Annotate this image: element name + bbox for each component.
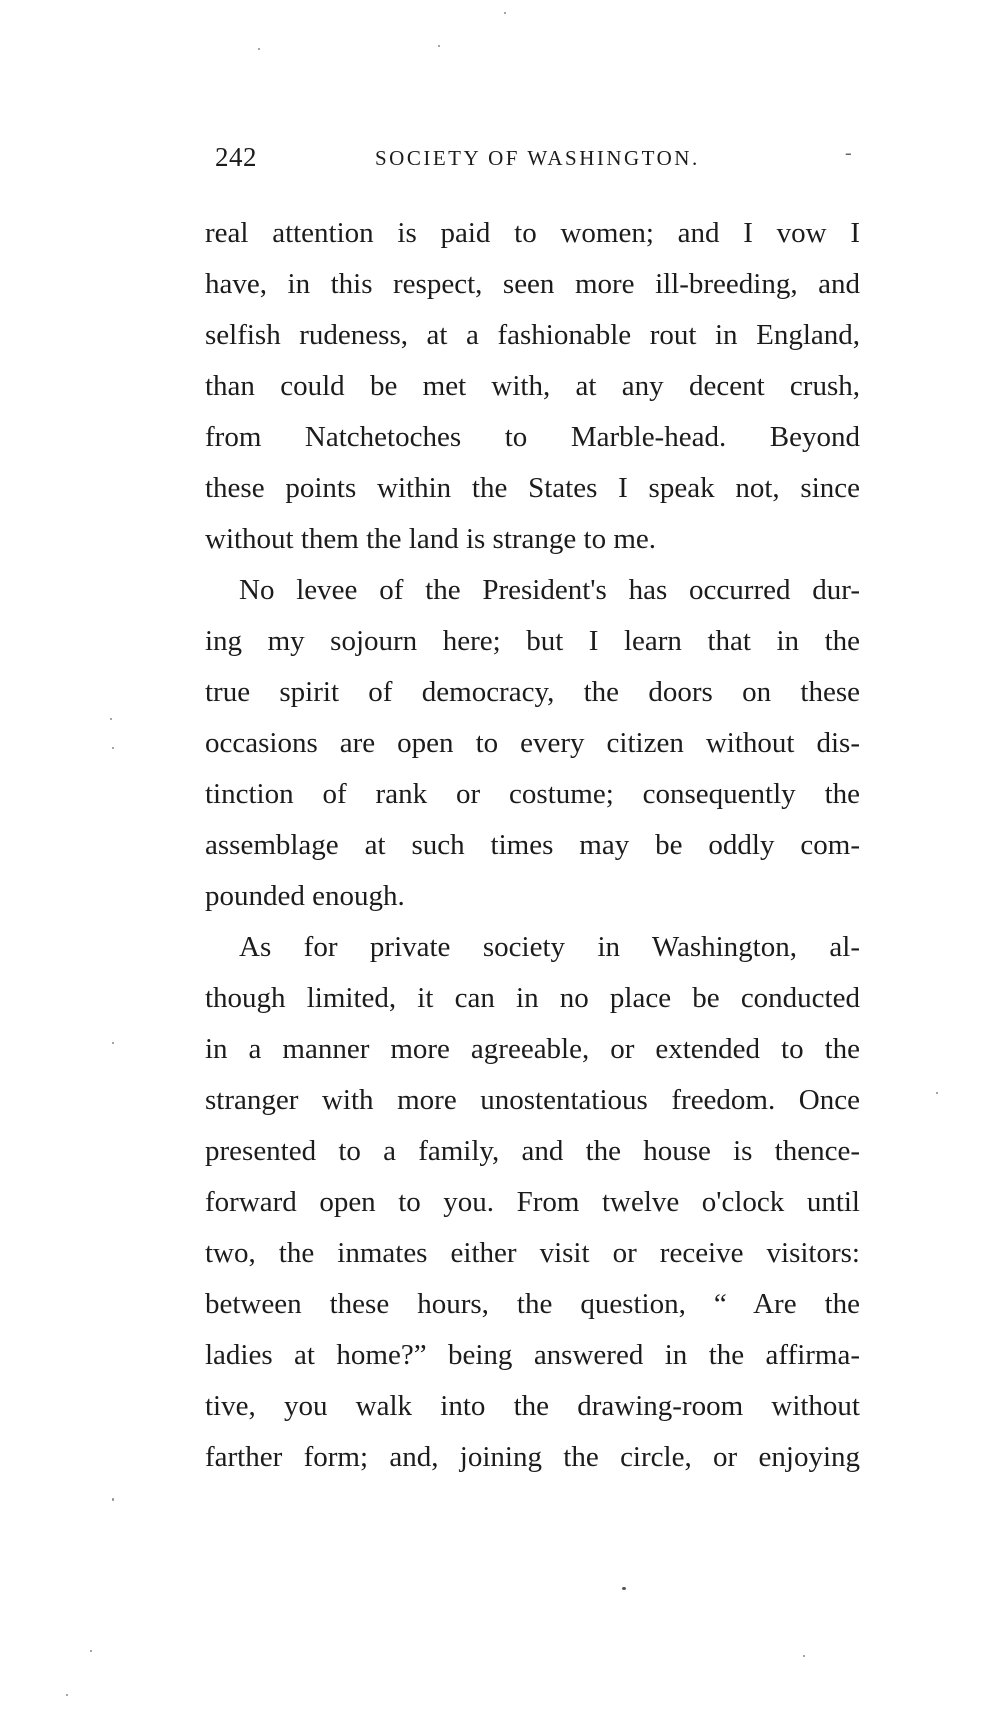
body-text	[205, 208, 860, 1483]
page-number: 242	[215, 142, 257, 172]
scan-speck	[936, 1092, 938, 1094]
paragraph-3	[205, 922, 860, 1483]
text-line: without them the land is strange to me.	[205, 523, 657, 555]
text-line: tinction of rank or costume; consequently the	[205, 778, 860, 810]
header-mark: -	[845, 142, 852, 164]
running-title: SOCIETY OF WASHINGTON.	[375, 146, 700, 170]
text-line: between these hours, the question, “ Are the	[205, 1288, 860, 1320]
text-line: ing my sojourn here; but I learn that in the	[205, 625, 860, 657]
scan-speck	[622, 1587, 626, 1590]
text-line: true spirit of democracy, the doors on these	[205, 676, 860, 708]
paragraph-1	[205, 208, 860, 565]
text-line: from Natchetoches to Marble-head. Beyond	[205, 421, 860, 453]
text-line: presented to a family, and the house is thence-	[205, 1135, 860, 1167]
text-line: have, in this respect, seen more ill-breeding, and	[205, 268, 860, 300]
text-line: stranger with more unostentatious freedom. Once	[205, 1084, 860, 1116]
scan-speck	[803, 1655, 805, 1657]
scan-speck	[112, 1498, 114, 1501]
text-line: ladies at home?” being answered in the affirma-	[205, 1339, 860, 1371]
paragraph-2	[205, 565, 860, 922]
text-line: farther form; and, joining the circle, or enjoying	[205, 1441, 860, 1473]
text-line: though limited, it can in no place be conducted	[205, 982, 860, 1014]
text-line: pounded enough.	[205, 880, 405, 912]
scan-speck	[258, 48, 260, 50]
scan-speck	[112, 747, 114, 749]
text-line: in a manner more agreeable, or extended to the	[205, 1033, 860, 1065]
text-line: real attention is paid to women; and I vow I	[205, 217, 860, 249]
text-line: tive, you walk into the drawing-room without	[205, 1390, 860, 1422]
text-line: selfish rudeness, at a fashionable rout in England,	[205, 319, 860, 351]
text-line: than could be met with, at any decent crush,	[205, 370, 860, 402]
text-line: these points within the States I speak not, since	[205, 472, 860, 504]
scan-speck	[438, 45, 440, 47]
text-line: forward open to you. From twelve o'clock until	[205, 1186, 860, 1218]
text-line: two, the inmates either visit or receive visitors:	[205, 1237, 860, 1269]
running-head	[215, 142, 860, 178]
scan-speck	[112, 1042, 114, 1044]
text-line: No levee of the President's has occurred dur-	[239, 574, 860, 606]
scan-speck	[110, 718, 112, 720]
text-line: occasions are open to every citizen without dis-	[205, 727, 860, 759]
scan-speck	[504, 12, 506, 14]
text-line: assemblage at such times may be oddly com-	[205, 829, 860, 861]
text-line: As for private society in Washington, al-	[239, 931, 860, 963]
scan-speck	[90, 1650, 92, 1652]
scan-speck	[66, 1694, 68, 1696]
